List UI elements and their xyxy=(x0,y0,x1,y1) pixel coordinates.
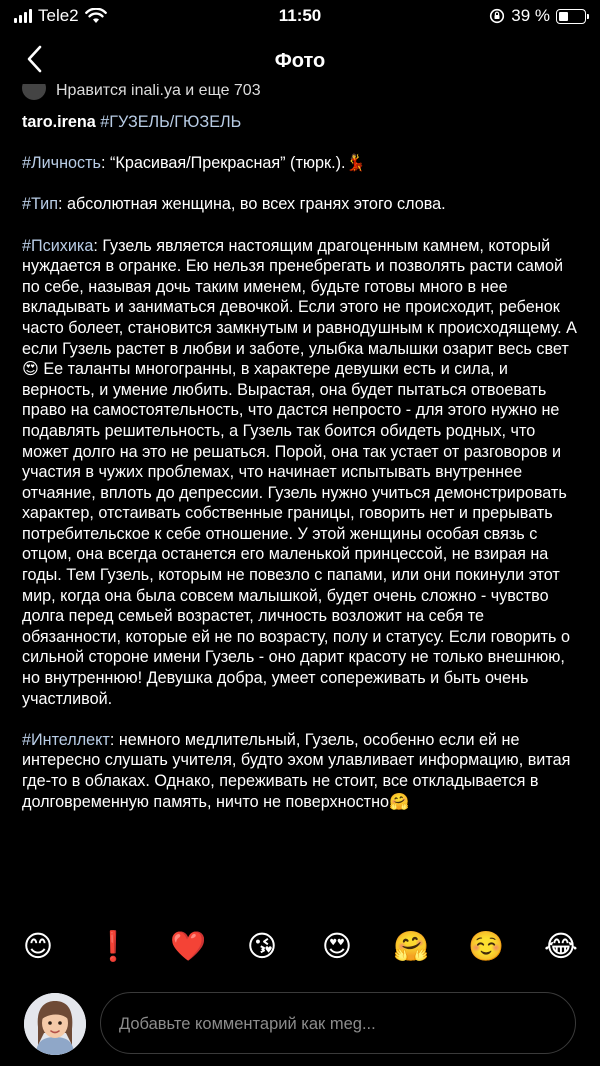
battery-group xyxy=(489,6,586,26)
carrier-label: Tele2 xyxy=(38,6,79,25)
caption-paragraph xyxy=(22,194,584,215)
hashtag-link[interactable]: #Интеллект xyxy=(22,730,110,749)
likes-row[interactable] xyxy=(22,84,261,100)
hashtag-link[interactable]: #Психика xyxy=(22,236,94,255)
post-username[interactable]: taro.irena xyxy=(22,113,96,131)
liker-avatar[interactable] xyxy=(22,84,46,100)
comment-input[interactable]: Добавьте комментарий как meg... xyxy=(100,992,576,1054)
paragraph-text: : “Красивая/Прекрасная” (тюрк.).💃 xyxy=(101,154,366,173)
post-content[interactable] xyxy=(0,84,600,906)
caption-title xyxy=(22,112,584,133)
caption-paragraph xyxy=(22,153,584,174)
hashtag-link[interactable]: #Личность xyxy=(22,154,101,173)
emoji-heart-button[interactable]: ❤️ xyxy=(170,929,207,963)
battery-icon xyxy=(556,9,586,24)
caption-paragraph xyxy=(22,730,584,812)
emoji-exclamation-button[interactable]: ❗ xyxy=(95,929,132,963)
comment-bar xyxy=(0,988,600,1064)
hashtag-link[interactable]: #ГУЗЕЛЬ/ГЮЗЕЛЬ xyxy=(100,113,242,131)
emoji-smile-button[interactable]: 😊 xyxy=(22,929,54,963)
battery-fill xyxy=(559,12,568,21)
caption-paragraph xyxy=(22,236,584,710)
battery-percent: 39 % xyxy=(511,6,550,25)
status-bar xyxy=(0,0,600,34)
paragraph-text: : Гузель является настоящим драгоценным камнем, который нуждается в огранке. Ею нельзя пренебрегать и позволять расти самой по себе, называя дочь таким именем, будьте готовы много в нее вкладывать и заниматься девочкой. Если этого не происходит, ребенок часто болеет, становится замкнутым и равнодушным к происходящему. А если Гузель растет в любви и заботе, улыбка малышки озарит весь свет😍 Ее таланты многогранны, в характере девушки есть и сила, и верность, и умение любить. Вырастая, она будет пытаться отвоевать право на самостоятельность, что дастся непросто - для этого нужно не подавлять решительность, а Гузель так боится обидеть родных, что может долго на это не решаться. Порой, она так устает от разговоров и участия в чужих проблемах, что начинает испытывать внутреннее отчаяние, вплоть до депрессии. Гузель нужно учиться демонстрировать характер, отстаивать собственные границы, говорить нет и прерывать потребительское к себе отношение. У этой женщины особая связь с отцом, она всегда останется его маленькой принцессой, не взирая на годы. Тем Гузель, которым не повезло с папами, или они покинули этот мир, когда она была совсем малышкой, будет очень сложно - чувство долга перед семьей возрастет, личность возложит на себя те обязанности, которые ей не по возрасту, полу и статусу. Если говорить о сильной стороне имени Гузель - оно дарит красоту не только внешнюю, но внутреннюю! Девушка добра, умеет сопереживать и быть очень участливой. xyxy=(22,236,577,708)
paragraph-text: : немного медлительный, Гузель, особенно если ей не интересно слушать учителя, будто эхом улавливает информацию, витая где-то в облаках. Однако, переживать не стоит, все откладывается в долговременную память, ничто не поверхностно🤗 xyxy=(22,730,571,811)
emoji-hug-button[interactable]: 🤗 xyxy=(393,929,430,963)
clock: 11:50 xyxy=(278,6,322,25)
likes-text[interactable]: Нравится inali.ya и еще 703 xyxy=(56,84,261,99)
emoji-heart-eyes-button[interactable]: 😍 xyxy=(321,929,353,963)
emoji-quick-bar xyxy=(0,924,600,968)
paragraph-text: : абсолютная женщина, во всех гранях этого слова. xyxy=(58,195,446,214)
hashtag-link[interactable]: #Тип xyxy=(22,195,58,214)
orientation-lock-icon xyxy=(489,8,505,24)
post-caption xyxy=(22,112,584,833)
emoji-blush-button[interactable]: ☺️ xyxy=(468,929,505,963)
page-title: Фото xyxy=(274,50,326,72)
memoji-avatar-icon xyxy=(24,993,86,1055)
avatar[interactable] xyxy=(24,993,86,1055)
emoji-kiss-button[interactable]: 😘 xyxy=(246,929,278,963)
emoji-laugh-button[interactable]: 😂 xyxy=(544,929,578,963)
nav-bar xyxy=(0,34,600,88)
